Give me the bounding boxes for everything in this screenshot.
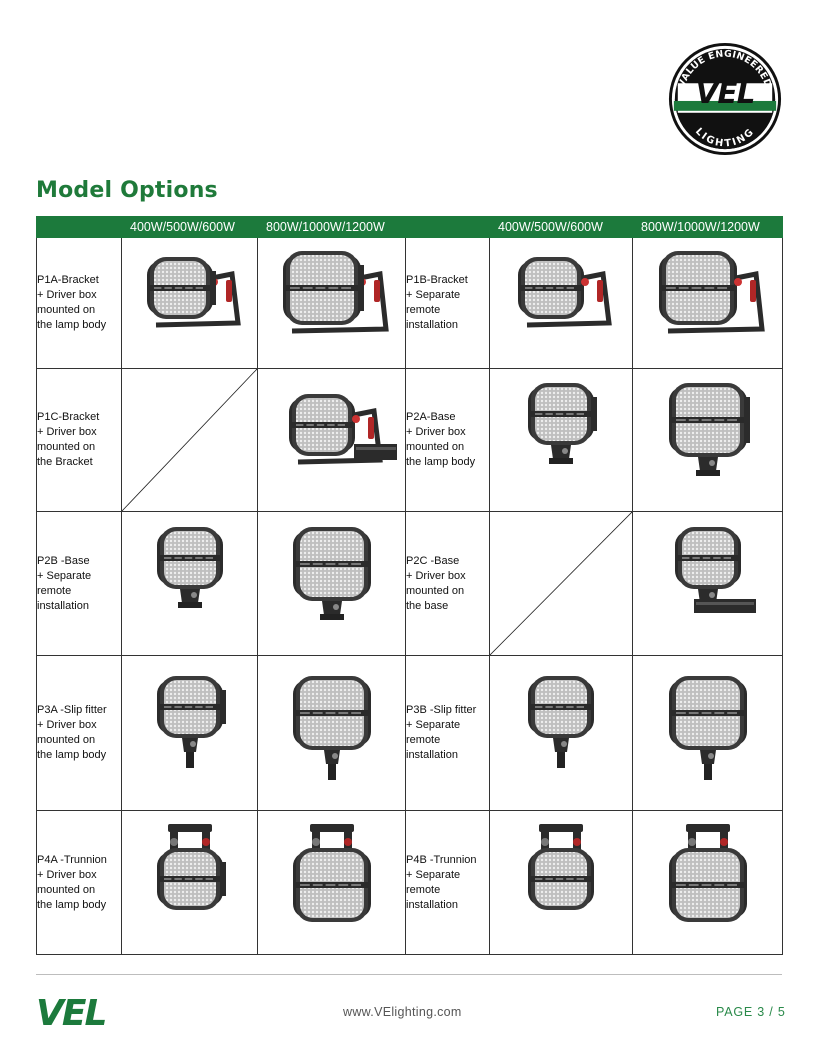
table-row bbox=[37, 238, 783, 369]
model-label-line: remote bbox=[406, 734, 441, 746]
model-label-line: the Bracket bbox=[37, 456, 93, 468]
footer-divider bbox=[36, 974, 782, 975]
model-label-line: + Driver box bbox=[37, 289, 97, 301]
model-label-line: P1B-Bracket bbox=[406, 274, 468, 286]
product-image-cell bbox=[633, 369, 783, 512]
table-row bbox=[37, 656, 783, 811]
model-label bbox=[37, 811, 122, 955]
base-driver-on-base-lamp-image bbox=[633, 519, 782, 649]
product-image-cell bbox=[122, 238, 258, 369]
model-label-line: installation bbox=[406, 898, 458, 911]
product-image-cell bbox=[122, 656, 258, 811]
product-image-cell bbox=[122, 512, 258, 656]
model-label-line: + Separate bbox=[37, 569, 92, 582]
vel-seal-logo bbox=[666, 40, 784, 158]
model-label-line: + Separate bbox=[406, 289, 461, 301]
page-title: Model Options bbox=[36, 178, 218, 203]
seal-monogram: VEL bbox=[695, 75, 755, 110]
header-power-large: 800W/1000W/1200W bbox=[633, 217, 783, 238]
product-image-cell bbox=[258, 811, 406, 955]
slipfitter-driver-small-lamp-image bbox=[122, 668, 257, 798]
model-label-line: P4B -Trunnion bbox=[406, 853, 477, 866]
model-label-line: + Driver box bbox=[37, 868, 97, 881]
slipfitter-large-lamp-image bbox=[633, 668, 782, 798]
diagonal-slash bbox=[490, 512, 632, 655]
model-label-line: + Separate bbox=[406, 719, 461, 731]
model-label bbox=[37, 238, 122, 369]
model-label-line: mounted on bbox=[406, 441, 465, 453]
base-driver-large-lamp-image bbox=[633, 375, 782, 505]
product-image-cell bbox=[122, 811, 258, 955]
model-label-line: installation bbox=[406, 749, 458, 761]
model-label bbox=[406, 369, 490, 512]
model-label-line: the lamp body bbox=[37, 749, 107, 761]
bracket-small-lamp-image bbox=[490, 238, 632, 368]
model-label bbox=[406, 238, 490, 369]
model-label bbox=[406, 512, 490, 656]
footer-logo-text: VEL bbox=[36, 993, 106, 1031]
model-label bbox=[406, 656, 490, 811]
footer-vel-logo bbox=[36, 991, 116, 1031]
model-options-table bbox=[36, 216, 783, 955]
base-large-lamp-image bbox=[258, 519, 405, 649]
product-image-cell bbox=[258, 656, 406, 811]
product-image-cell bbox=[258, 512, 406, 656]
model-label-line: + Driver box bbox=[406, 569, 466, 582]
model-label-line: + Driver box bbox=[37, 426, 97, 438]
product-image-cell bbox=[490, 656, 633, 811]
bracket-driver-on-bracket-lamp-image bbox=[258, 375, 405, 505]
header-power-small: 400W/500W/600W bbox=[490, 217, 633, 238]
model-label-line: + Driver box bbox=[37, 719, 97, 731]
table-row bbox=[37, 369, 783, 512]
model-label-line: remote bbox=[406, 304, 441, 316]
model-label-line: mounted on bbox=[37, 734, 96, 746]
model-label bbox=[37, 369, 122, 512]
model-label-line: mounted on bbox=[37, 441, 96, 453]
model-label bbox=[37, 656, 122, 811]
product-image-cell bbox=[633, 811, 783, 955]
trunnion-driver-small-lamp-image bbox=[122, 818, 257, 948]
model-label bbox=[406, 811, 490, 955]
slipfitter-large-lamp-image bbox=[258, 668, 405, 798]
product-image-cell bbox=[633, 238, 783, 369]
product-image-cell bbox=[490, 369, 633, 512]
model-label-line: P2C -Base bbox=[406, 554, 460, 567]
model-label-line: mounted on bbox=[406, 584, 465, 597]
model-label-line: + Driver box bbox=[406, 426, 466, 438]
model-label-line: mounted on bbox=[37, 883, 96, 896]
slipfitter-small-lamp-image bbox=[490, 668, 632, 798]
bracket-driver-large-lamp-image bbox=[258, 238, 405, 368]
model-label-line: P3B -Slip fitter bbox=[406, 704, 477, 716]
header-row bbox=[37, 217, 783, 238]
header-label-col bbox=[406, 217, 490, 238]
trunnion-large-lamp-image bbox=[258, 818, 405, 948]
not-available-cell bbox=[122, 369, 258, 512]
diagonal-slash bbox=[122, 369, 257, 511]
model-label-line: P2A-Base bbox=[406, 411, 456, 423]
model-label-line: remote bbox=[37, 584, 72, 597]
trunnion-small-lamp-image bbox=[490, 818, 632, 948]
table-row bbox=[37, 512, 783, 656]
model-label-line: P1C-Bracket bbox=[37, 411, 100, 423]
table-row bbox=[37, 811, 783, 955]
model-label-line: remote bbox=[406, 883, 441, 896]
not-available-cell bbox=[490, 512, 633, 656]
product-image-cell bbox=[490, 811, 633, 955]
model-label-line: installation bbox=[37, 599, 89, 612]
footer-page-number: PAGE 3 / 5 bbox=[716, 1005, 786, 1019]
trunnion-large-lamp-image bbox=[633, 818, 782, 948]
model-label-line: the lamp body bbox=[37, 319, 107, 331]
model-label-line: mounted on bbox=[37, 304, 96, 316]
seal-arc-top-text: VALUE ENGINEERED bbox=[676, 48, 774, 89]
model-label-line: P4A -Trunnion bbox=[37, 853, 107, 866]
header-power-large: 800W/1000W/1200W bbox=[258, 217, 406, 238]
model-label-line: P1A-Bracket bbox=[37, 274, 99, 286]
model-label-line: installation bbox=[406, 319, 458, 331]
model-label-line: P2B -Base bbox=[37, 554, 90, 567]
header-label-col bbox=[37, 217, 122, 238]
product-image-cell bbox=[258, 238, 406, 369]
footer-website[interactable]: www.VElighting.com bbox=[343, 1005, 462, 1019]
model-label-line: the lamp body bbox=[406, 456, 476, 468]
seal-arc-bottom-text: LIGHTING bbox=[692, 126, 758, 150]
header-power-small: 400W/500W/600W bbox=[122, 217, 258, 238]
base-small-lamp-image bbox=[122, 519, 257, 649]
product-image-cell bbox=[633, 656, 783, 811]
bracket-large-lamp-image bbox=[633, 238, 782, 368]
model-label-line: + Separate bbox=[406, 868, 461, 881]
model-label-line: the base bbox=[406, 599, 449, 612]
bracket-driver-small-lamp-image bbox=[122, 238, 257, 368]
product-image-cell bbox=[258, 369, 406, 512]
model-label-line: the lamp body bbox=[37, 898, 107, 911]
base-driver-small-lamp-image bbox=[490, 375, 632, 505]
model-label-line: P3A -Slip fitter bbox=[37, 704, 107, 716]
product-image-cell bbox=[490, 238, 633, 369]
product-image-cell bbox=[633, 512, 783, 656]
model-label bbox=[37, 512, 122, 656]
